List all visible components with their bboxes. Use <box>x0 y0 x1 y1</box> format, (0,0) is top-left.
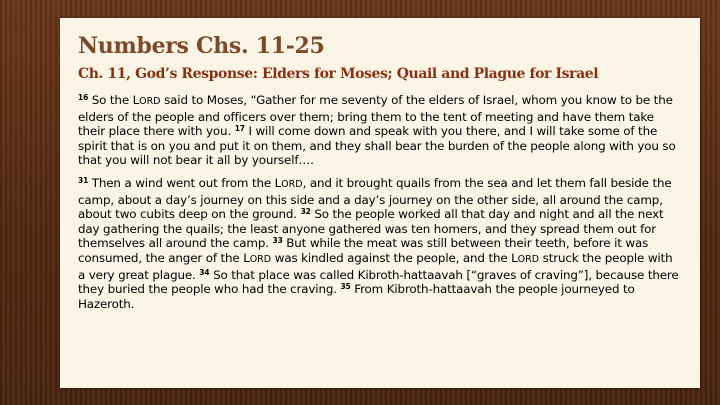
verse-31-text-a: Then a wind went out from the L <box>88 175 282 190</box>
verse-31-lord-smallcaps: ORD <box>281 178 303 190</box>
verse-33-lord-smallcaps-2: ORD <box>517 253 540 265</box>
verse-31-text-b: , and it brought quails from the sea and let them fall beside the camp, about a day’s journey on this side and a day’s journey on the other side, all around the camp, about two cubits deep on the ground. <box>78 175 672 222</box>
verse-number-34: 34 <box>199 267 210 277</box>
verse-32-text: So the people worked all that day and night and all the next day gathering the quails; the least anyone gathered was ten homers, and they spread them out for themselves all around the camp. <box>78 207 664 251</box>
verse-34-text: So that place was called Kibroth-hattaavah [“graves of craving”], because there they buried the people who had the craving. <box>78 267 679 297</box>
slide-title: Numbers Chs. 11-25 <box>78 33 325 59</box>
verse-number-31: 31 <box>78 175 89 185</box>
passage-verses-16-17 <box>78 93 682 168</box>
verse-33-text-a: But while the meat was still between their teeth, before it was consumed, the anger of the L <box>78 236 649 265</box>
verse-number-33: 33 <box>272 236 283 246</box>
verse-number-17: 17 <box>234 124 245 134</box>
verse-16-text-b: said to Moses, “Gather for me seventy of the elders of Israel, whom you know to be the elders of the people and officers over them; bring them to the tent of meeting and have them take their place there with you. <box>78 93 673 139</box>
verse-33-text-c: struck the people with a very great plague. <box>78 250 673 282</box>
verse-33-text-b: was kindled against the people, and the L <box>271 250 518 265</box>
slide-subtitle: Ch. 11, God’s Response: Elders for Moses; Quail and Plague for Israel <box>78 66 599 82</box>
verse-number-16: 16 <box>78 93 89 102</box>
verse-16-text-a: So the L <box>88 93 140 107</box>
verse-33-lord-smallcaps-1: ORD <box>249 253 272 265</box>
slide-card <box>60 18 700 388</box>
passage-verses-31-35 <box>78 176 682 311</box>
verse-35-text: From Kibroth-hattaavah the people journeyed to Hazeroth. <box>78 282 635 311</box>
verse-number-35: 35 <box>340 282 351 292</box>
verse-16-lord-smallcaps: ORD <box>139 96 161 107</box>
verse-17-text: I will come down and speak with you there, and I will take some of the spirit that is on you and put it on them, and they shall bear the burden of the people along with you so that you will not bear it all by yourself…. <box>78 124 676 168</box>
verse-number-32: 32 <box>300 207 311 217</box>
